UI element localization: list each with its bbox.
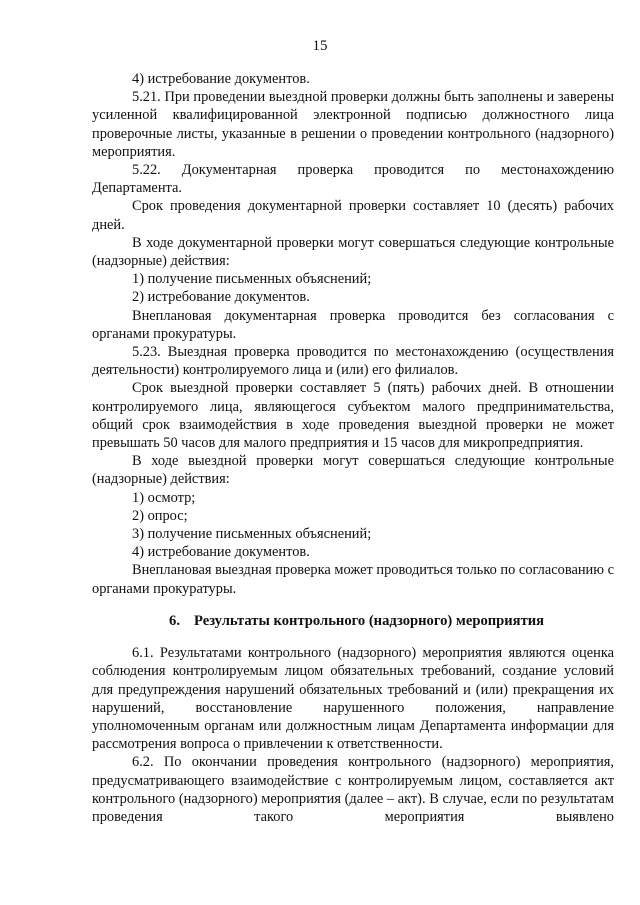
paragraph: 3) получение письменных объяснений; xyxy=(132,526,372,543)
paragraph: Внеплановая документарная проверка проводится без согласования с органами прокуратуры. xyxy=(92,307,614,342)
paragraph: Срок проведения документарной проверки составляет 10 (десять) рабочих дней. xyxy=(92,198,614,233)
paragraph: 1) осмотр; xyxy=(132,489,196,506)
paragraph: 6.1. Результатами контрольного (надзорного) мероприятия являются оценка соблюдения контролируемым лицом обязательных требований, создание условий для предупреждения нарушений обязательных требований и (или) прекращения их нарушений, восстановление нарушенного положения, направление уполномоченным органам или должностным лицам Департамента информации для рассмотрения вопроса о привлечении к ответственности. xyxy=(92,645,614,753)
paragraph: В ходе документарной проверки могут совершаться следующие контрольные (надзорные) действия: xyxy=(92,234,614,270)
paragraph: 2) опрос; xyxy=(132,507,188,524)
paragraph: 5.22. Документарная проверка проводится по местонахождению Департамента. xyxy=(92,162,614,197)
paragraph: 1) получение письменных объяснений; xyxy=(132,271,372,288)
paragraph: 4) истребование документов. xyxy=(132,544,310,561)
page-number: 15 xyxy=(312,38,328,54)
paragraph: 5.23. Выездная проверка проводится по местонахождению (осуществления деятельности) контролируемого лица и (или) его филиалов. xyxy=(92,344,614,379)
paragraph: 5.21. При проведении выездной проверки должны быть заполнены и заверены усиленной квалифицированной электронной подписью должностного лица проверочные листы, указанные в решении о проведении контрольного (надзорного) мероприятия. xyxy=(92,89,614,160)
paragraph: 4) истребование документов. xyxy=(132,71,310,87)
section-heading xyxy=(92,612,614,630)
paragraph: В ходе выездной проверки могут совершаться следующие контрольные (надзорные) действия: xyxy=(92,453,614,488)
section-title: Результаты контрольного (надзорного) мероприятия xyxy=(194,612,545,629)
paragraphs-after-section xyxy=(92,644,614,826)
paragraph: Внеплановая выездная проверка может проводиться только по согласованию с органами прокуратуры. xyxy=(92,562,614,597)
paragraphs-before-section xyxy=(92,70,614,598)
paragraph: 6.2. По окончании проведения контрольного (надзорного) мероприятия, предусматривающего взаимодействие с контролируемым лицом, составляется акт контрольного (надзорного) мероприятия (далее – акт). В случае, если по результатам проведения такого мероприятия выявлено xyxy=(92,754,614,825)
section-number: 6. xyxy=(169,612,180,629)
document-body xyxy=(92,70,614,826)
paragraph: Срок выездной проверки составляет 5 (пять) рабочих дней. В отношении контролируемого лица, являющегося субъектом малого предпринимательства, общий срок взаимодействия в ходе проведения выездной проверки не может превышать 50 часов для малого предприятия и 15 часов для микропредприятия. xyxy=(92,380,614,452)
paragraph: 2) истребование документов. xyxy=(132,289,310,306)
